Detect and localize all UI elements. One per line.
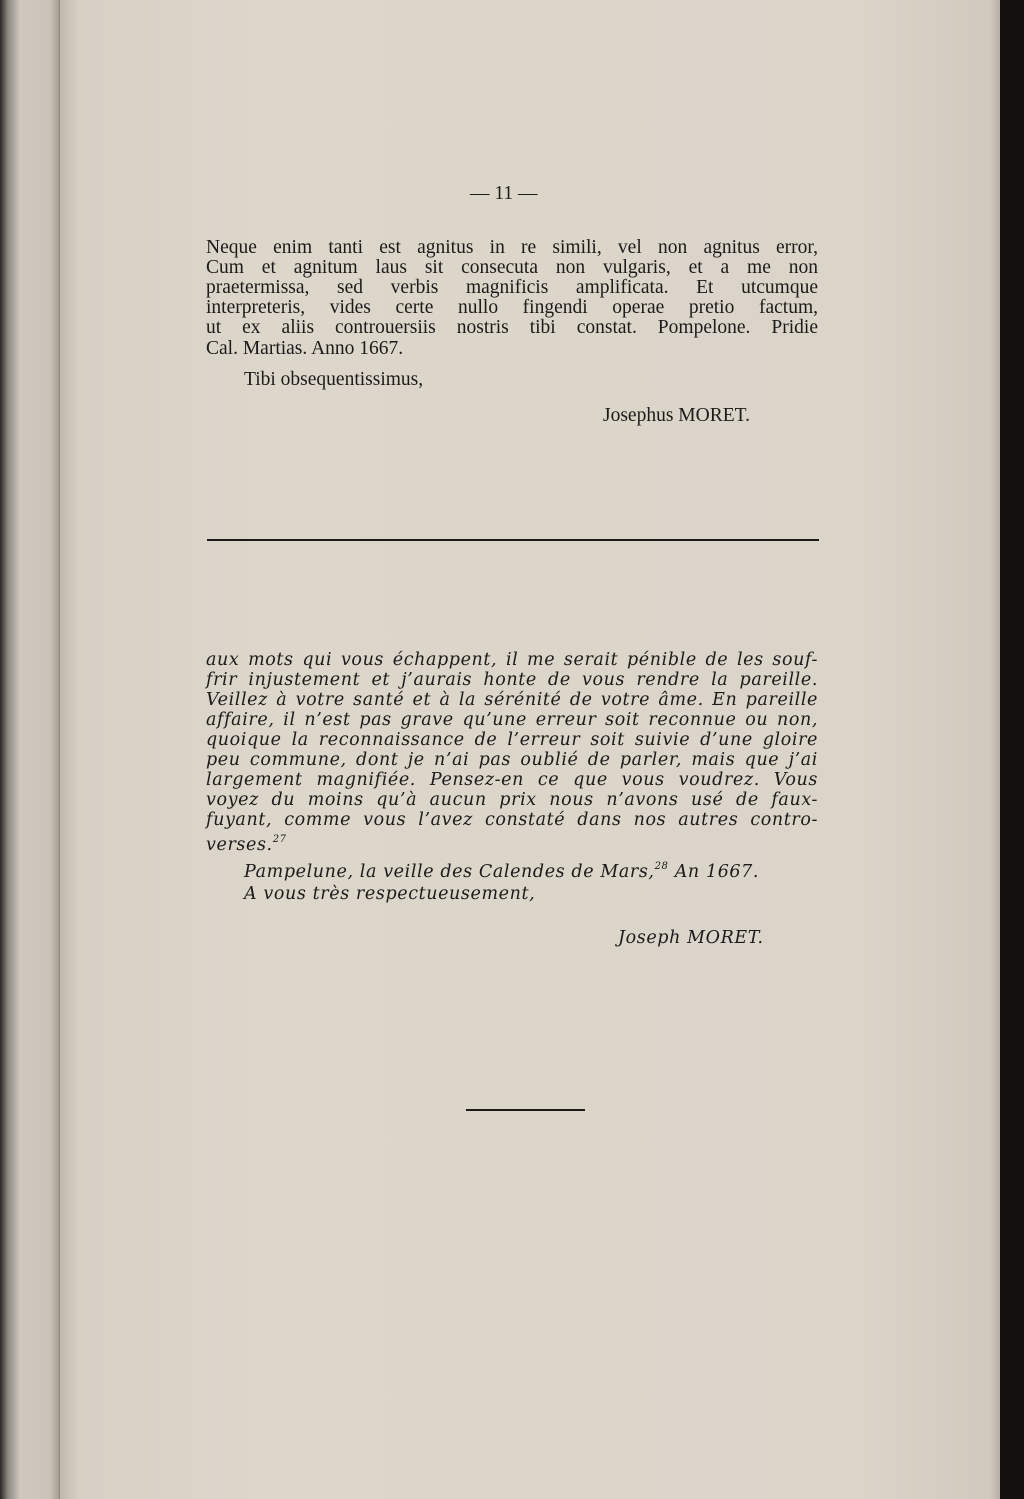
footnote-ref-27: 27 bbox=[272, 834, 287, 845]
french-last-line: verses. bbox=[206, 835, 273, 855]
french-line: quoique la reconnaissance de l’erreur soit suivie d’une gloire bbox=[206, 730, 818, 750]
page-number: — 11 — bbox=[470, 183, 538, 204]
french-line: frir injustement et j’aurais honte de vous rendre la pareille. bbox=[206, 670, 818, 690]
date-text: Pampelune, la veille des Calendes de Mars, bbox=[244, 862, 655, 882]
date-line bbox=[244, 857, 759, 882]
right-border bbox=[1000, 0, 1024, 1499]
year-text: An 1667. bbox=[674, 862, 760, 882]
section-divider bbox=[207, 539, 819, 541]
french-line bbox=[206, 830, 287, 855]
french-closing: A vous très respectueusement, bbox=[244, 884, 536, 904]
latin-signature: Josephus MORET. bbox=[603, 405, 750, 426]
french-line: affaire, il n’est pas grave qu’une erreur soit reconnue ou non, bbox=[206, 710, 818, 730]
footnote-ref-28: 28 bbox=[654, 861, 669, 872]
end-rule bbox=[466, 1109, 585, 1111]
french-line: voyez du moins qu’à aucun prix nous n’avons usé de faux- bbox=[206, 790, 818, 810]
latin-line: Neque enim tanti est agnitus in re simili, vel non agnitus error, bbox=[206, 237, 818, 258]
latin-line: praetermissa, sed verbis magnificis amplificata. Et utcumque bbox=[206, 277, 818, 298]
french-line: fuyant, comme vous l’avez constaté dans nos autres contro- bbox=[206, 810, 818, 830]
french-line: Veillez à votre santé et à la sérénité de votre âme. En pareille bbox=[206, 690, 818, 710]
french-signature: Joseph MORET. bbox=[618, 928, 764, 948]
french-line: aux mots qui vous échappent, il me serait pénible de les souf- bbox=[206, 650, 818, 670]
latin-line: Cum et agnitum laus sit consecuta non vulgaris, et a me non bbox=[206, 257, 818, 278]
latin-line: interpreteris, vides certe nullo fingendi operae pretio factum, bbox=[206, 297, 818, 318]
left-page-edge bbox=[0, 0, 60, 1499]
french-line: peu commune, dont je n’ai pas oublié de parler, mais que j’ai bbox=[206, 750, 818, 770]
latin-line: Cal. Martias. Anno 1667. bbox=[206, 338, 404, 359]
french-line: largement magnifiée. Pensez-en ce que vous voudrez. Vous bbox=[206, 770, 818, 790]
latin-line: ut ex aliis controuersiis nostris tibi constat. Pompelone. Pridie bbox=[206, 317, 818, 338]
latin-closing: Tibi obsequentissimus, bbox=[244, 369, 424, 390]
